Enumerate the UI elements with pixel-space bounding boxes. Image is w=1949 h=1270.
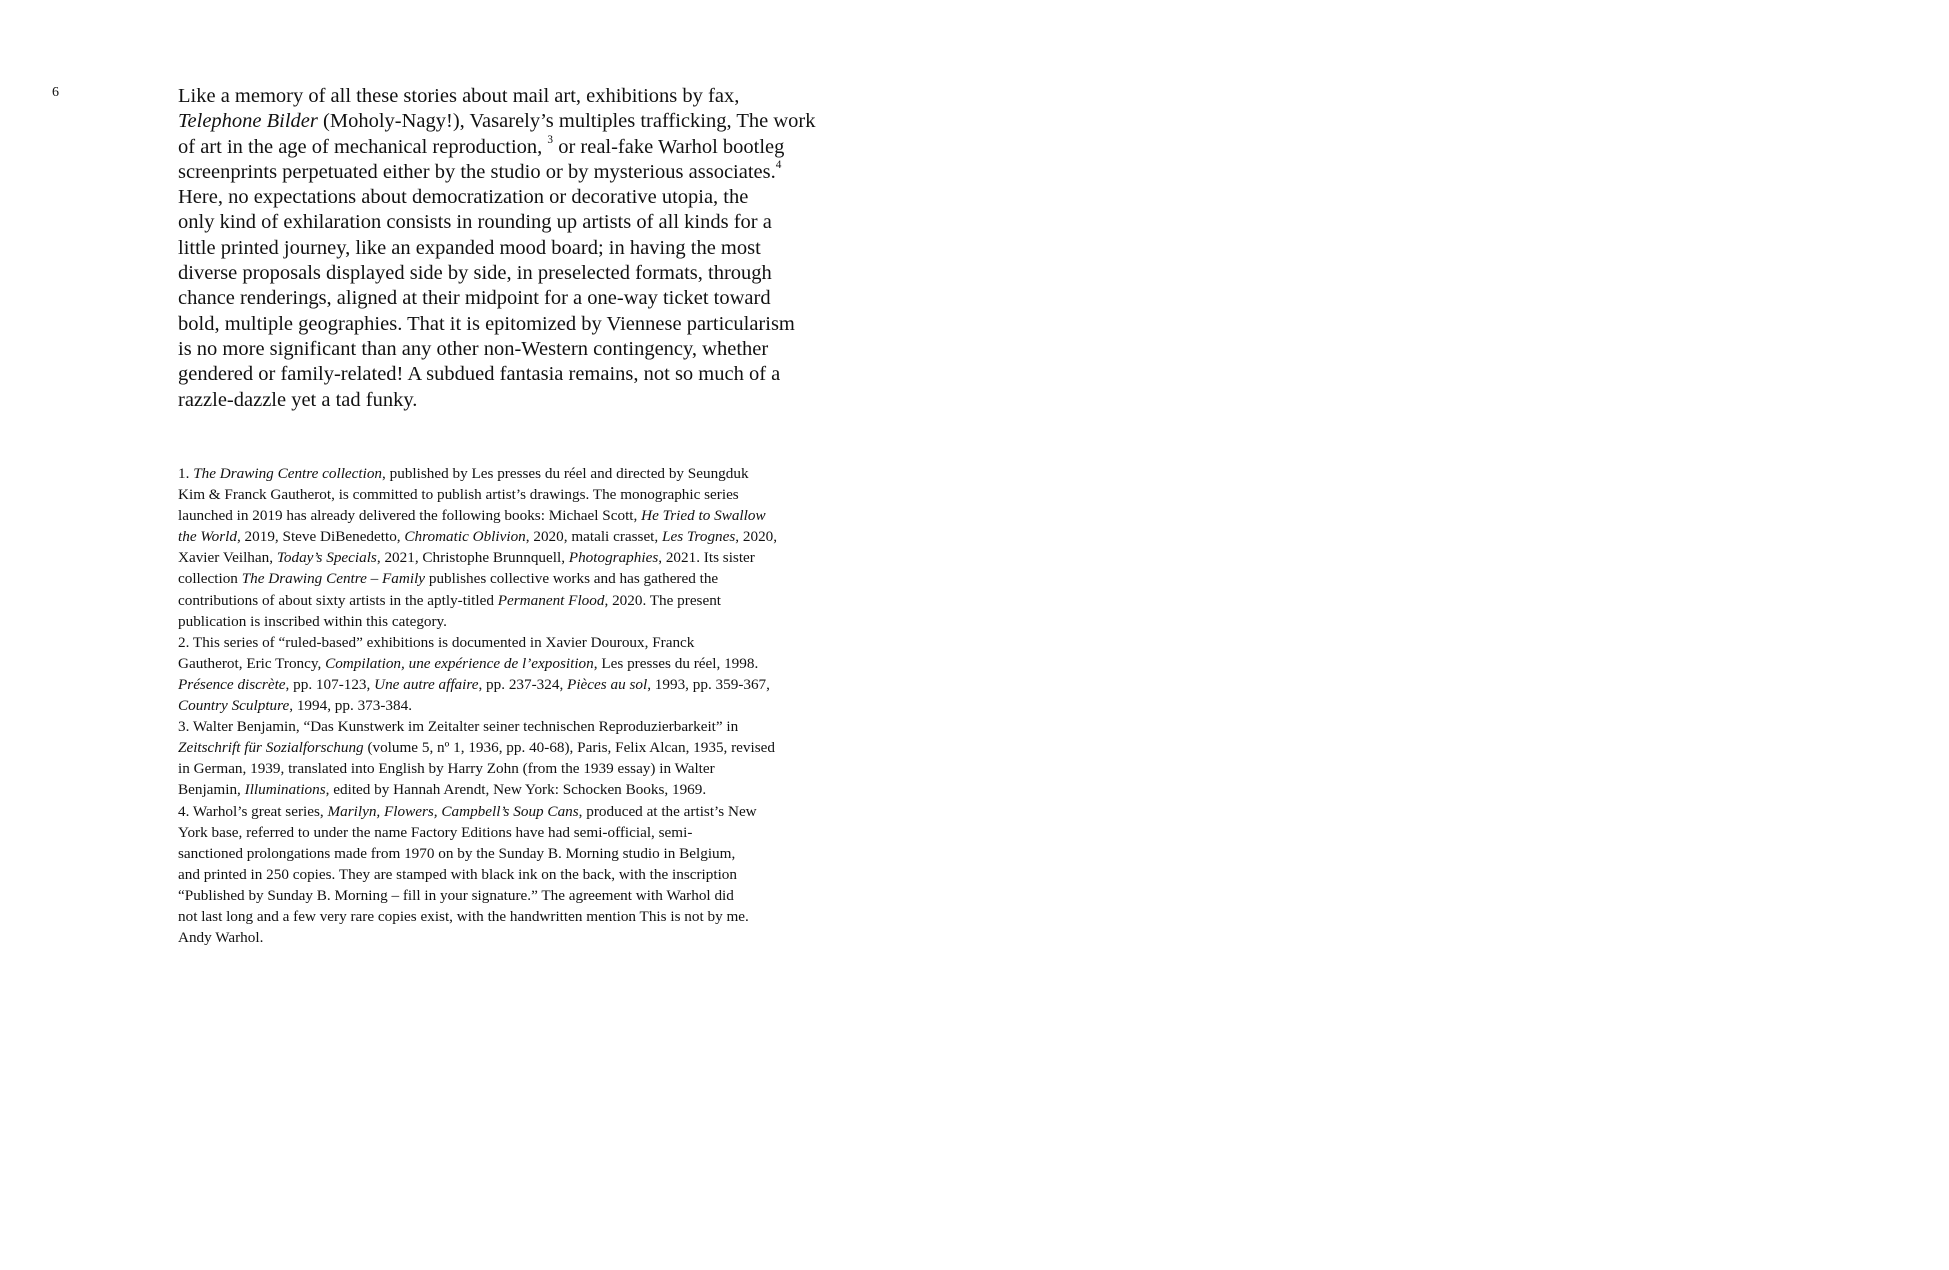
footnote-line (178, 505, 818, 526)
italic-title: The Drawing Centre collection (193, 465, 383, 482)
body-line (178, 286, 818, 311)
text-segment: 2. This series of “ruled-based” exhibitions is documented in Xavier Douroux, Franck (178, 633, 695, 651)
footnote-reference: 4 (775, 159, 782, 172)
footnote-line (178, 632, 818, 653)
text-segment: chance renderings, aligned at their midpoint for a one-way ticket toward (178, 287, 771, 310)
italic-title: Illuminations (244, 781, 326, 799)
footnotes-block (178, 463, 818, 948)
text-segment: Andy Warhol. (178, 929, 264, 947)
text-segment: , 2020, matali crasset, (525, 528, 662, 546)
text-segment: , 1993, pp. 359-367, (647, 675, 770, 693)
text-segment: (volume 5, nº 1, 1936, pp. 40-68), Paris, Felix Alcan, 1935, revised (363, 739, 775, 757)
main-text-block (178, 84, 818, 413)
text-segment: , 2020. The present (604, 591, 722, 609)
text-segment: 4. Warhol’s great series, (178, 802, 328, 820)
footnote-line (178, 801, 818, 822)
body-line (178, 109, 818, 134)
text-segment: is no more significant than any other non-Western contingency, whether (178, 337, 769, 360)
body-line (178, 236, 818, 261)
italic-title: He Tried to Swallow (641, 507, 766, 525)
text-segment: Gautherot, Eric Troncy, (178, 654, 326, 672)
body-line (178, 337, 818, 362)
italic-title: The Drawing Centre – Family (241, 570, 426, 588)
body-line (178, 84, 818, 109)
text-segment: Benjamin, (178, 781, 245, 799)
text-segment: , 1994, pp. 373-384. (289, 697, 412, 715)
body-line (178, 261, 818, 286)
text-segment: only kind of exhilaration consists in rounding up artists of all kinds for a (178, 211, 772, 234)
text-segment: , Les presses du réel, 1998. (593, 654, 759, 672)
footnote-line (178, 864, 818, 885)
text-segment: , produced at the artist’s New (578, 802, 757, 820)
italic-title: Today’s Specials (276, 549, 377, 567)
text-segment: not last long and a few very rare copies exist, with the handwritten mention This is not by me. (178, 907, 749, 925)
text-segment: , 2021. Its sister (658, 549, 755, 567)
footnote-line (178, 885, 818, 906)
italic-title: Chromatic Oblivion (404, 528, 526, 546)
body-line (178, 388, 818, 413)
text-segment: or real-fake Warhol bootleg (553, 135, 785, 158)
italic-title: the World (178, 528, 237, 546)
text-segment: screenprints perpetuated either by the studio or by mysterious associates. (178, 160, 776, 183)
italic-title: Compilation, une expérience de l’exposition (325, 654, 594, 672)
text-segment: 1. (178, 465, 194, 482)
footnote-line (178, 590, 818, 611)
body-line (178, 135, 818, 160)
text-segment: , edited by Hannah Arendt, New York: Schocken Books, 1969. (325, 781, 707, 799)
italic-title: Une autre affaire (374, 675, 479, 693)
text-segment: publishes collective works and has gathered the (425, 570, 719, 588)
text-segment: Like a memory of all these stories about mail art, exhibitions by fax, (178, 85, 740, 107)
text-segment: launched in 2019 has already delivered the following books: Michael Scott, (178, 507, 642, 525)
text-segment: “Published by Sunday B. Morning – fill in your signature.” The agreement with Warhol did (178, 886, 734, 904)
footnote-line (178, 716, 818, 737)
italic-title: Photographies (568, 549, 659, 567)
body-line (178, 362, 818, 387)
text-segment: , pp. 237-324, (478, 675, 568, 693)
text-segment: little printed journey, like an expanded mood board; in having the most (178, 236, 761, 259)
italic-title: Permanent Flood (497, 591, 605, 609)
body-line (178, 160, 818, 185)
text-segment: , 2021, Christophe Brunnquell, (376, 549, 569, 567)
footnote-line (178, 463, 818, 484)
text-segment: gendered or family-related! A subdued fantasia remains, not so much of a (178, 363, 781, 386)
text-segment: contributions of about sixty artists in the aptly-titled (178, 591, 498, 609)
text-segment: bold, multiple geographies. That it is epitomized by Viennese particularism (178, 312, 795, 335)
text-segment: , 2020, (735, 528, 778, 546)
body-line (178, 312, 818, 337)
text-segment: publication is inscribed within this category. (178, 612, 447, 630)
footnote-line (178, 526, 818, 547)
italic-title: Zeitschrift für Sozialforschung (178, 739, 364, 757)
text-segment: sanctioned prolongations made from 1970 on by the Sunday B. Morning studio in Belgium, (178, 844, 736, 862)
italic-title: Présence discrète (178, 675, 286, 693)
italic-title: Pièces au sol (567, 675, 648, 693)
text-segment: Xavier Veilhan, (178, 549, 277, 567)
footnote-line (178, 843, 818, 864)
body-line (178, 210, 818, 235)
text-segment: , pp. 107-123, (285, 675, 375, 693)
text-segment: Here, no expectations about democratization or decorative utopia, the (178, 186, 749, 209)
page-number: 6 (52, 85, 59, 100)
text-segment: and printed in 250 copies. They are stamped with black ink on the back, with the inscription (178, 865, 737, 883)
footnote-line (178, 611, 818, 632)
footnote-line (178, 822, 818, 843)
text-segment: in German, 1939, translated into English by Harry Zohn (from the 1939 essay) in Walter (178, 760, 715, 778)
text-segment: , published by Les presses du réel and directed by Seungduk (382, 465, 749, 482)
text-segment: razzle-dazzle yet a tad funky. (178, 388, 418, 411)
text-segment: (Moholy-Nagy!), Vasarely’s multiples trafficking, The work (317, 110, 816, 133)
text-segment: York base, referred to under the name Factory Editions have had semi-official, semi- (178, 823, 693, 841)
text-segment: Kim & Franck Gautherot, is committed to publish artist’s drawings. The monographic series (178, 486, 739, 504)
text-segment: diverse proposals displayed side by side, in preselected formats, through (178, 262, 772, 285)
footnote-line (178, 547, 818, 568)
footnote-line (178, 737, 818, 758)
footnote-line (178, 758, 818, 779)
text-segment: collection (178, 570, 242, 588)
footnote-line (178, 484, 818, 505)
footnote-line (178, 653, 818, 674)
footnote-line (178, 906, 818, 927)
italic-title: Marilyn, Flowers, Campbell’s Soup Cans (327, 802, 579, 820)
footnote-line (178, 779, 818, 800)
italic-title: Country Sculpture (178, 697, 290, 715)
text-segment: , 2019, Steve DiBenedetto, (236, 528, 405, 546)
footnote-line (178, 695, 818, 716)
italic-title: Telephone Bilder (178, 110, 318, 133)
footnote-line (178, 927, 818, 948)
text-segment: 3. Walter Benjamin, “Das Kunstwerk im Zeitalter seiner technischen Reproduzierbarkeit” in (178, 718, 739, 736)
text-segment: of art in the age of mechanical reproduction, (178, 135, 548, 158)
footnote-reference: 3 (547, 134, 554, 147)
footnote-line (178, 674, 818, 695)
italic-title: Les Trognes (662, 528, 736, 546)
body-line (178, 185, 818, 210)
footnote-line (178, 568, 818, 589)
